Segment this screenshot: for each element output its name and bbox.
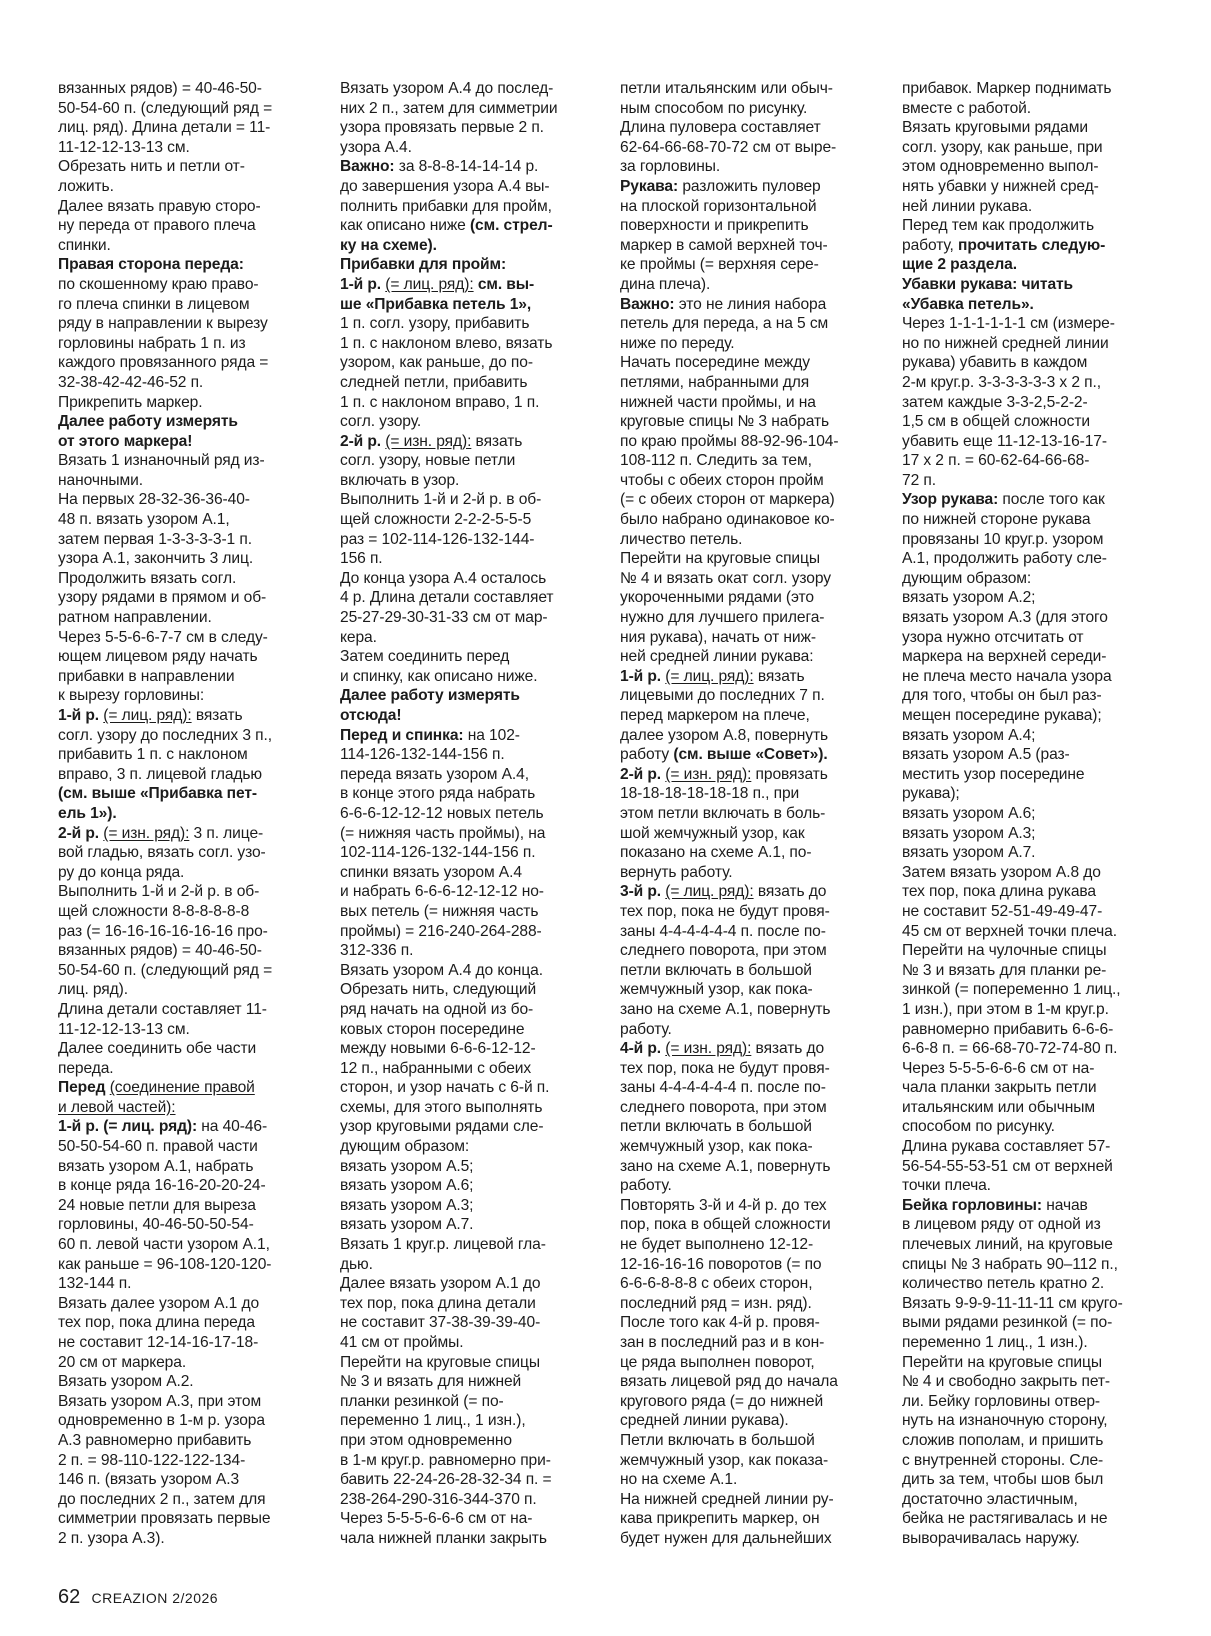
bold-heading: Важно: xyxy=(340,158,395,176)
text-column-1 xyxy=(58,79,323,1549)
paragraph xyxy=(340,432,605,687)
bold-heading: 2-й р. xyxy=(620,765,666,783)
body-text: 1 п. согл. узору, прибавить 1 п. с наклоном влево, вязать узором, как раньше, до по- следней петли, прибавить 1 п. с наклоном вправо, 1 п. согл. узору. xyxy=(340,315,553,431)
page-number: 62 xyxy=(58,1586,81,1608)
paragraph xyxy=(620,882,885,1039)
body-text: провязать 18-18-18-18-18-18 п., при этом петли включать в боль- шой жемчужный узор, как показано на схеме А.1, по- вернуть работу. xyxy=(620,765,828,881)
magazine-issue: CREAZION 2/2026 xyxy=(91,1590,219,1606)
bold-heading: Далее работу измерять от этого маркера! xyxy=(58,413,238,450)
underlined-note: (= лиц. ряд): xyxy=(665,883,754,901)
bold-heading: 1-й р. xyxy=(620,667,666,685)
paragraph xyxy=(340,157,605,255)
bold-heading: (см. стрел- ку на схеме). xyxy=(340,217,553,254)
bold-heading: (см. выше «Прибавка пет- ель 1»). xyxy=(58,785,257,822)
bold-heading: Прибавки для пройм: xyxy=(340,256,507,274)
paragraph xyxy=(58,451,323,706)
paragraph xyxy=(58,706,323,824)
underlined-note: (= изн. ряд): xyxy=(103,824,190,842)
body-text: за 8-8-8-14-14-14 р. до завершения узора А.4 вы- полнить прибавки для пройм, как описано ниже xyxy=(340,158,552,235)
body-text: вязать до тех пор, пока не будут провя- заны 4-4-4-4-4-4 п. после по- следнего поворота, при этом петли включать в большой жемчужный узор, как пока- зано на схеме А.1, повернуть работу. xyxy=(620,883,831,1038)
paragraph xyxy=(902,275,1167,491)
body-text: Вязать узором А.4 до послед- них 2 п., затем для симметрии узора провязать первые 2 п. узора А.4. xyxy=(340,80,558,156)
paragraph xyxy=(58,824,323,1079)
paragraph xyxy=(620,1039,885,1548)
paragraph xyxy=(58,412,323,451)
body-text: начав в лицевом ряду от одной из плечевых линий, на круговые спицы № 3 набрать 90–112 п., количество петель кратно 2. Вязать 9-9-9-11-11-11 см круго- выми рядами резинкой (= по- переменно 1 лиц., 1 изн.). Перейти на круговые спицы № 4 и свободно закрыть пет- ли. Бейку горловины отвер- нуть на изнаночную сторону, сложив пополам, и пришить с внутренней стороны. Сле- дить за тем, чтобы шов был достаточно эластичным, бейка не растягивалась и не выворачивалась наружу. xyxy=(902,1196,1123,1547)
paragraph xyxy=(902,490,1167,1195)
bold-heading: Важно: xyxy=(620,295,675,313)
bold-heading: прочитать следую- щие 2 раздела. xyxy=(902,236,1106,274)
body-text: Вязать 1 изнаночный ряд из- наночными. На первых 28-32-36-36-40- 48 п. вязать узором А.1, затем первая 1-3-3-3-3-1 п. узора А.1, закончить 3 лиц. Продолжить вязать согл. узору рядами в прямом и об- ратном направлении. Через 5-5-6-6-7-7 см в следу- ющем лицевом ряду начать прибавки в направлении к вырезу горловины: xyxy=(58,452,268,705)
paragraph xyxy=(340,726,605,1549)
bold-heading: Перед и спинка: xyxy=(340,726,464,744)
paragraph xyxy=(58,79,323,255)
paragraph xyxy=(902,1196,1167,1549)
paragraph xyxy=(340,686,605,725)
bold-heading: 1-й р. xyxy=(58,707,104,724)
body-text: вязанных рядов) = 40-46-50- 50-54-60 п. (следующий ряд = лиц. ряд). Длина детали = 11- 11-12-12-13-13 см. Обрезать нить и петли от- ложить. Далее вязать правую сторо- ну переда от правого плеча спинки. xyxy=(58,80,273,254)
bold-heading: (см. выше «Совет»). xyxy=(669,746,828,764)
body-text: 3 п. лице- вой гладью, вязать согл. узо- ру до конца ряда. Выполнить 1-й и 2-й р. в об- щей сложности 8-8-8-8-8-8 раз (= 16-16-16-16-16-16 про- вязанных рядов) = 40-46-50- 50-54-60 п. (следующий ряд = лиц. ряд). Длина детали составляет 11- 11-12-12-13-13 см. Далее соединить обе части переда. xyxy=(58,824,273,1077)
bold-heading: Убавки рукава: читать «Убавка петель». xyxy=(902,275,1074,313)
paragraph xyxy=(58,1117,323,1548)
text-column-3 xyxy=(620,79,885,1549)
body-text: это не линия набора петель для переда, а на 5 см ниже по переду. Начать посередине между петлями, набранными для нижней части проймы, и на круговые спицы № 3 набрать по краю проймы 88-92-96-104- 108-112 п. Следить за тем, чтобы с обеих сторон пройм (= с обеих сторон от маркера) было набрано одинаковое ко- личество петель. Перейти на круговые спицы № 4 и вязать окат согл. узору укороченными рядами (это нужно для лучшего прилега- ния рукава), начать от ниж- ней средней линии рукава: xyxy=(620,295,839,666)
bold-heading: Перед xyxy=(58,1079,110,1097)
underlined-note: (соединение правой и левой частей): xyxy=(58,1079,255,1116)
body-text: прибавок. Маркер поднимать вместе с работой. Вязать круговыми рядами согл. узору, как раньше, при этом одновременно выпол- нять убавки у нижней сред- ней линии рукава. Перед тем как продолжить работу, xyxy=(902,80,1112,254)
body-text: разложить пуловер на плоской горизонтальной поверхности и прикрепить маркер в самой верхней точ- ке проймы (= верхняя сере- дина плеча). xyxy=(620,177,828,293)
bold-heading: Узор рукава: xyxy=(902,491,999,509)
underlined-note: (= лиц. ряд): xyxy=(665,667,754,685)
paragraph xyxy=(620,765,885,883)
bold-heading: Далее работу измерять отсюда! xyxy=(340,687,520,724)
body-text: по скошенному краю право- го плеча спинки в лицевом ряду в направлении к вырезу горловины набрать 1 п. из каждого провязанного ряда = 32-38-42-42-46-52 п. Прикрепить маркер. xyxy=(58,275,269,411)
body-text: вязать лицевыми до последних 7 п. перед маркером на плече, далее узором А.8, повернуть работу xyxy=(620,667,829,764)
body-text: вязать до тех пор, пока не будут провя- заны 4-4-4-4-4-4 п. после по- следнего поворота, при этом петли включать в большой жемчужный узор, как пока- зано на схеме А.1, повернуть работу. Повторять 3-й и 4-й р. до тех пор, пока в общей сложности не будет выполнено 12-12- 12-16-16-16 поворотов (= по 6-6-6-8-8-8 с обеих сторон, последний ряд = изн. ряд). После того как 4-й р. провя- зан в последний раз и в кон- це ряда выполнен поворот, вязать лицевой ряд до начала кругового ряда (= до нижней средней линии рукава). Петли включать в большой жемчужный узор, как показа- но на схеме А.1. На нижней средней линии ру- кава прикрепить маркер, он будет нужен для дальнейших xyxy=(620,1040,838,1547)
underlined-note: (= лиц. ряд): xyxy=(385,275,474,293)
page-footer xyxy=(58,1586,218,1609)
text-column-2 xyxy=(340,79,605,1549)
bold-heading: Бейка горловины: xyxy=(902,1196,1042,1214)
body-text: на 102- 114-126-132-144-156 п. переда вязать узором А.4, в конце этого ряда набрать 6-6-6-12-12-12 новых петель (= нижняя часть проймы), на 102-114-126-132-144-156 п. спинки вязать узором А.4 и набрать 6-6-6-12-12-12 но- вых петель (= нижняя часть проймы) = 216-240-264-288- 312-336 п. Вязать узором А.4 до конца. Обрезать нить, следующий ряд начать на одной из бо- ковых сторон посередине между новыми 6-6-6-12-12- 12 п., набранными с обеих сторон, и узор начать с 6-й п. схемы, для этого выполнять узор круговыми рядами сле- дующим образом: вязать узором А.5; вязать узором А.6; вязать узором А.3; вязать узором А.7. Вязать 1 круг.р. лицевой гла- дью. Далее вязать узором А.1 до тех пор, пока длина детали не составит 37-38-39-39-40- 41 см от проймы. Перейти на круговые спицы № 3 и вязать для нижней планки резинкой (= по- переменно 1 лиц., 1 изн.), при этом одновременно в 1-м круг.р. равномерно при- бавить 22-24-26-28-32-34 п. = 238-264-290-316-344-370 п. Через 5-5-5-6-6-6 см от на- чала нижней планки закрыть xyxy=(340,726,552,1547)
underlined-note: (= изн. ряд): xyxy=(665,765,752,783)
paragraph xyxy=(620,295,885,667)
underlined-note: (= изн. ряд): xyxy=(385,432,472,450)
bold-heading: 1-й р. xyxy=(340,275,386,293)
bold-heading: 1-й р. (= лиц. ряд): xyxy=(58,1118,198,1136)
paragraph xyxy=(58,1078,323,1117)
paragraph xyxy=(58,255,323,412)
bold-heading: см. вы- ше «Прибавка петель 1», xyxy=(340,275,535,313)
bold-heading: Рукава: xyxy=(620,177,679,195)
text-column-4 xyxy=(902,79,1167,1549)
paragraph xyxy=(620,79,885,177)
paragraph xyxy=(902,79,1167,275)
body-text: вязать согл. узору до последних 3 п., прибавить 1 п. с наклоном вправо, 3 п. лицевой гладью xyxy=(58,707,272,783)
bold-heading: 2-й р. xyxy=(340,432,386,450)
body-text: петли итальянским или обыч- ным способом по рисунку. Длина пуловера составляет 62-64-66-68-70-72 см от выре- за горловины. xyxy=(620,80,837,176)
paragraph xyxy=(340,79,605,157)
bold-heading: 2-й р. xyxy=(58,824,104,842)
paragraph xyxy=(620,667,885,765)
paragraph xyxy=(340,255,605,275)
body-text: после того как по нижней стороне рукава провязаны 10 круг.р. узором А.1, продолжить работу сле- дующим образом: вязать узором А.2; вязать узором А.3 (для этого узора нужно отсчитать от маркера на верхней середи- не плеча место начала узора для того, чтобы он был раз- мещен посередине рукава); вязать узором А.4; вязать узором А.5 (раз- местить узор посередине рукава); вязать узором А.6; вязать узором А.3; вязать узором А.7. Затем вязать узором А.8 до тех пор, пока длина рукава не составит 52-51-49-49-47- 45 см от верхней точки плеча. Перейти на чулочные спицы № 3 и вязать для планки ре- зинкой (= попеременно 1 лиц., 1 изн.), при этом в 1-м круг.р. равномерно прибавить 6-6-6- 6-6-8 п. = 66-68-70-72-74-80 п. Через 5-5-5-6-6-6 см от на- чала планки закрыть петли итальянским или обычным способом по рисунку. Длина рукава составляет 57- 56-54-55-53-51 см от верхней точки плеча. xyxy=(902,491,1121,1195)
paragraph xyxy=(340,275,605,432)
body-text: Через 1-1-1-1-1-1 см (измере- но по нижней средней линии рукава) убавить в каждом 2-м круг.р. 3-3-3-3-3-3 x 2 п., затем каждые 3-3-2,5-2-2- 1,5 см в общей сложности убавить еще 11-12-13-16-17- 17 x 2 п. = 60-62-64-66-68- 72 п. xyxy=(902,315,1115,489)
bold-heading: 4-й р. xyxy=(620,1040,666,1058)
bold-heading: Правая сторона переда: xyxy=(58,256,244,274)
underlined-note: (= изн. ряд): xyxy=(665,1040,752,1058)
bold-heading: 3-й р. xyxy=(620,883,666,901)
body-text: вязать согл. узору, новые петли включать в узор. Выполнить 1-й и 2-й р. в об- щей сложности 2-2-2-5-5-5 раз = 102-114-126-132-144- 156 п. До конца узора А.4 осталось 4 р. Длина детали составляет 25-27-29-30-31-33 см от мар- кера. Затем соединить перед и спинку, как описано ниже. xyxy=(340,432,554,685)
body-text: на 40-46- 50-50-54-60 п. правой части вязать узором А.1, набрать в конце ряда 16-16-20-20-24- 24 новые петли для выреза горловины, 40-46-50-50-54- 60 п. левой части узором А.1, как раньше = 96-108-120-120- 132-144 п. Вязать далее узором А.1 до тех пор, пока длина переда не составит 12-14-16-17-18- 20 см от маркера. Вязать узором А.2. Вязать узором А.3, при этом одновременно в 1-м р. узора А.3 равномерно прибавить 2 п. = 98-110-122-122-134- 146 п. (вязать узором А.3 до последних 2 п., затем для симметрии провязать первые 2 п. узора А.3). xyxy=(58,1118,272,1547)
paragraph xyxy=(620,177,885,295)
underlined-note: (= лиц. ряд): xyxy=(103,707,192,724)
